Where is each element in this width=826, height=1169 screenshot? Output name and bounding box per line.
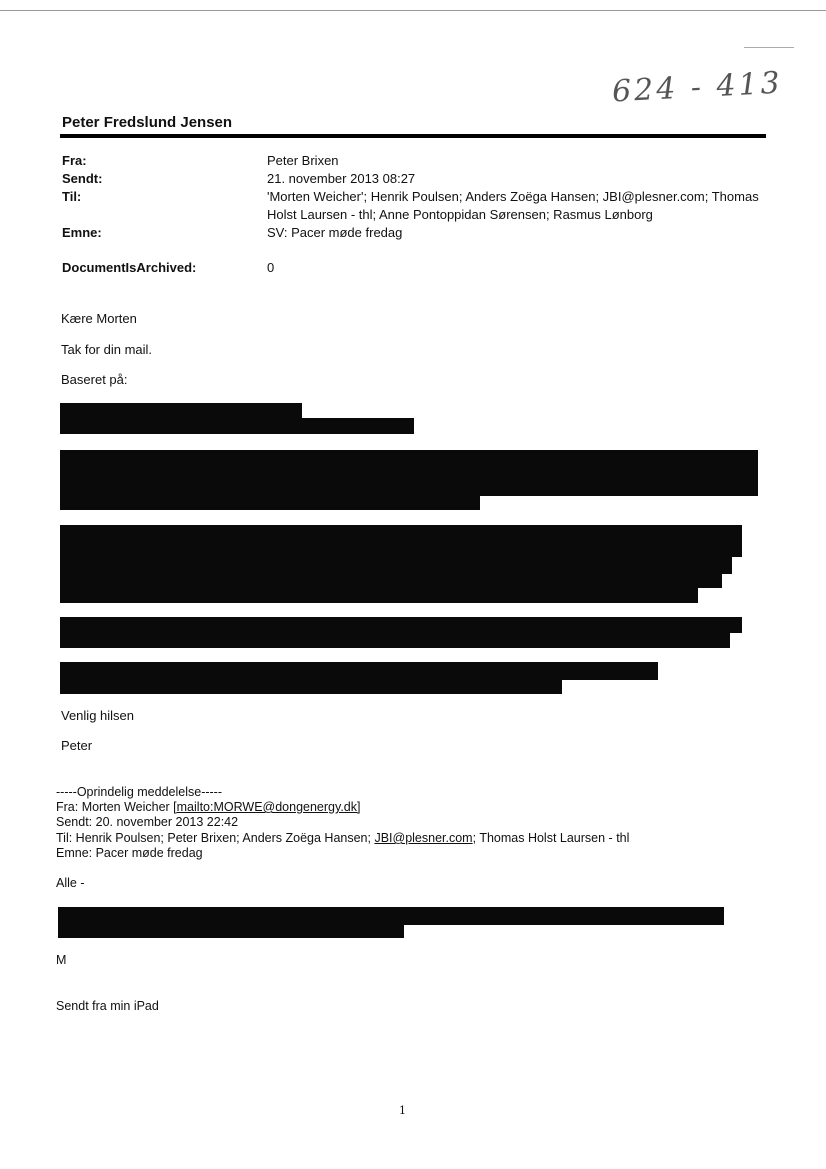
original-to-suffix: ; Thomas Holst Laursen - thl [472,831,630,845]
original-from-prefix: Fra: Morten Weicher [56,800,174,814]
to-value: 'Morten Weicher'; Henrik Poulsen; Anders Zoëga Hansen; JBI@plesner.com; Thomas Holst Laursen - thl; Anne Pontoppidan Sørensen; Rasmus Lønborg [267,189,759,222]
original-to-prefix: Til: Henrik Poulsen; Peter Brixen; Anders Zoëga Hansen; [56,831,375,845]
scan-edge-line [0,10,826,11]
regards: Venlig hilsen [61,708,134,723]
based-on-line: Baseret på: [61,372,128,387]
mailto-link[interactable]: [mailto:MORWE@dongenergy.dk] [173,800,361,814]
signature: Peter [61,738,93,753]
original-to [56,831,629,846]
handwritten-stamp: 624 - 413 [611,65,784,110]
archived-value: 0 [267,260,275,275]
to-label: Til: [62,189,82,204]
from-value: Peter Brixen [267,153,339,168]
sent-value: 21. november 2013 08:27 [267,171,416,186]
greeting: Kære Morten [61,311,137,326]
original-from [56,800,360,815]
from-label: Fra: [62,153,87,168]
scan-mark [744,47,794,48]
sent-label: Sendt: [62,171,103,186]
archived-label: DocumentIsArchived: [62,260,197,275]
email-link[interactable]: JBI@plesner.com [374,831,473,845]
original-initial: M [56,953,67,967]
subject-label: Emne: [62,225,102,240]
original-sent: Sendt: 20. november 2013 22:42 [56,815,239,829]
original-footer: Sendt fra min iPad [56,999,159,1013]
title-rule [60,134,766,138]
thanks-line: Tak for din mail. [61,342,153,357]
original-divider: -----Oprindelig meddelelse----- [56,785,223,799]
original-greeting: Alle - [56,876,85,890]
sender-title: Peter Fredslund Jensen [62,114,233,131]
page-number: 1 [399,1104,406,1117]
original-subject: Emne: Pacer møde fredag [56,846,203,860]
subject-value: SV: Pacer møde fredag [267,225,403,240]
